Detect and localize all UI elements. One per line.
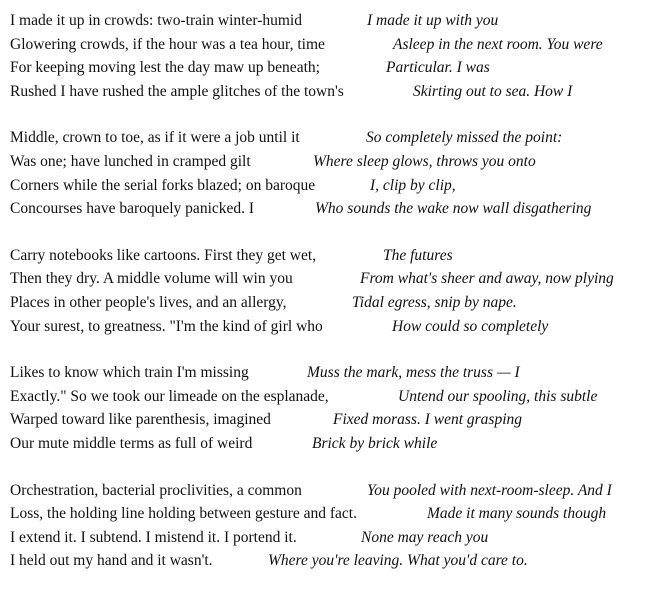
roman-text: I made it up in crowds: two-train winter-humid [10, 12, 302, 29]
poem-line [10, 244, 660, 268]
italic-text: Tidal egress, snip by nape. [352, 293, 517, 311]
roman-text: Exactly." So we took our limeade on the esplanade, [10, 387, 329, 405]
roman-text: Rushed I have rushed the ample glitches of the town's [10, 82, 344, 100]
poem-line [10, 33, 660, 57]
italic-text: Made it many sounds though [427, 505, 607, 523]
italic-text: I, clip by clip, [370, 176, 456, 194]
roman-text: Corners while the serial forks blazed; on baroque [10, 176, 316, 194]
italic-text: None may reach you [361, 528, 489, 546]
italic-text: Particular. I was [386, 59, 490, 77]
stanza-1 [10, 9, 660, 103]
italic-text: I made it up with you [367, 12, 499, 29]
roman-text: Was one; have lunched in cramped gilt [10, 152, 251, 170]
poem-line [10, 408, 660, 432]
poem-line [10, 502, 660, 526]
roman-text: Our mute middle terms as full of weird [10, 434, 253, 452]
italic-text: Where you're leaving. What you'd care to. [268, 552, 528, 570]
roman-text: Warped toward like parenthesis, imagined [10, 411, 271, 429]
poem-line [10, 385, 660, 409]
roman-text: Likes to know which train I'm missing [10, 364, 249, 382]
poem-line [10, 432, 660, 456]
stanza-2 [10, 126, 660, 220]
italic-text: From what's sheer and away, now plying [360, 270, 614, 288]
roman-text: Your surest, to greatness. "I'm the kind of girl who [10, 317, 323, 335]
poem-line [10, 549, 660, 573]
roman-text: I held out my hand and it wasn't. [10, 552, 213, 570]
italic-text: Where sleep glows, throws you onto [313, 152, 536, 170]
poem-line [10, 267, 660, 291]
italic-text: Fixed morass. I went grasping [333, 411, 523, 429]
poem-line [10, 361, 660, 385]
roman-text: For keeping moving lest the day maw up beneath; [10, 59, 320, 77]
italic-text: Skirting out to sea. How I [413, 82, 573, 100]
roman-text: Orchestration, bacterial proclivities, a common [10, 481, 302, 499]
roman-text: Then they dry. A middle volume will win you [10, 270, 293, 288]
poem-line [10, 291, 660, 315]
poem-line [10, 174, 660, 198]
roman-text: Middle, crown to toe, as if it were a job until it [10, 129, 300, 147]
poem-line [10, 315, 660, 339]
roman-text: Loss, the holding line holding between gesture and fact. [10, 505, 357, 523]
poem-line [10, 80, 660, 104]
roman-text: Concourses have baroquely panicked. I [10, 200, 255, 218]
italic-text: The futures [383, 246, 453, 264]
italic-text: Muss the mark, mess the truss — I [307, 364, 520, 382]
poem-line [10, 126, 660, 150]
poem-line [10, 479, 660, 503]
roman-text: I extend it. I subtend. I mistend it. I portend it. [10, 528, 297, 546]
poem-line [10, 526, 660, 550]
italic-text: How could so completely [392, 317, 549, 335]
poem-line [10, 197, 660, 221]
roman-text: Places in other people's lives, and an allergy, [10, 293, 287, 311]
italic-text: Brick by brick while [312, 434, 438, 452]
italic-text: Who sounds the wake now wall disgathering [315, 200, 592, 218]
roman-text: Carry notebooks like cartoons. First they get wet, [10, 246, 317, 264]
poem-line [10, 150, 660, 174]
italic-text: You pooled with next-room-sleep. And I [367, 481, 612, 499]
italic-text: Asleep in the next room. You were [393, 35, 603, 53]
italic-text: Untend our spooling, this subtle [398, 387, 598, 405]
stanza-5 [10, 479, 660, 573]
roman-text: Glowering crowds, if the hour was a tea hour, time [10, 35, 325, 53]
poem-line [10, 9, 660, 33]
italic-text: So completely missed the point: [366, 129, 563, 147]
stanza-4 [10, 361, 660, 455]
poem-line [10, 56, 660, 80]
stanza-3 [10, 244, 660, 338]
poem [10, 9, 660, 573]
